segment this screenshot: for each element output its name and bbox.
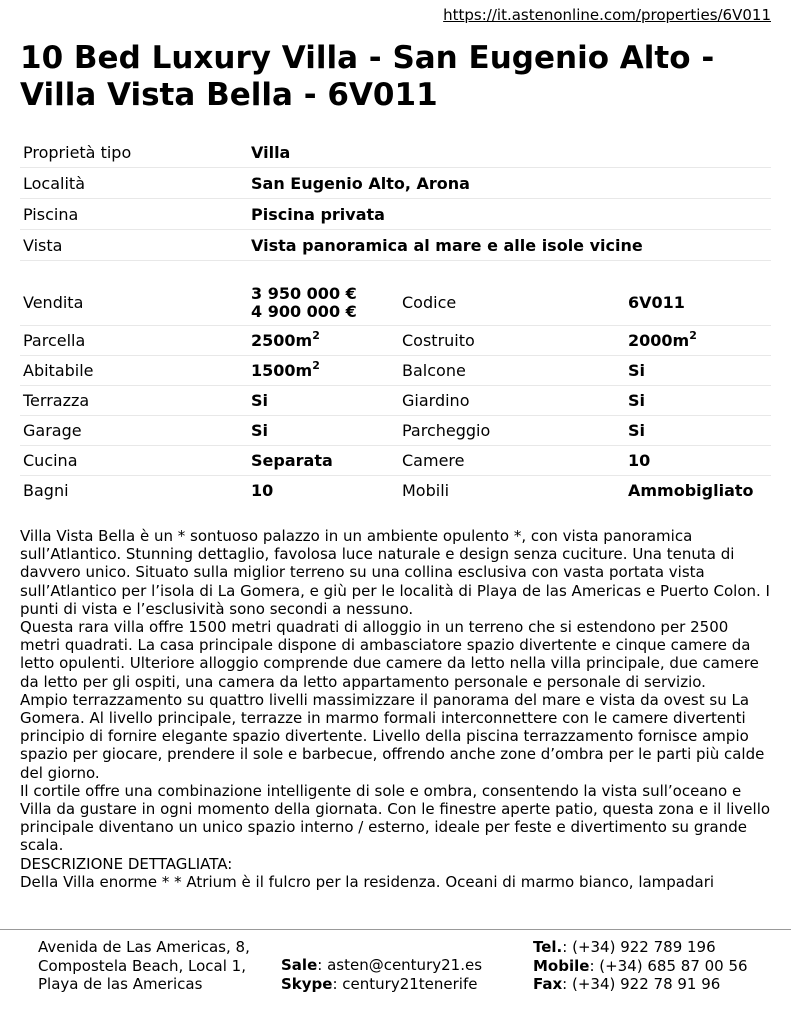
details-row [20,356,771,386]
description-paragraph: DESCRIZIONE DETTAGLIATA: [20,854,233,873]
description-paragraph: Villa Vista Bella è un * sontuoso palazzo in un ambiente opulento *, con vista panoramica sull’Atlantico. Stunning dettaglio, favolosa luce naturale e design senza cuciture. Una tenuta di davvero unico. Situato sulla miglior terreno su una collina esclusiva con vasta portata vista sull’Atlantico per l’isola di La Gomera, e giù per le località di Playa de las Americas e Puerto Colon. I punti di vista e l’esclusività sono secondi a nessuno. [20,527,770,618]
description-paragraph: Ampio terrazzamento su quattro livelli massimizzare il panorama del mare e vista da ovest su La Gomera. Al livello principale, terrazze in marmo formali interconnettere con le camere divertenti principio di fornire elegante spazio divertente. Livello della piscina terrazzamento fornisce ampio spazio per giocare, prendere il sole e barbecue, offrendo anche zone d’ombra per le parti più calde del giorno. [20,690,765,782]
page-url-link[interactable]: https://it.astenonline.com/properties/6V011 [443,6,771,24]
parcheggio-value: Si [625,416,771,446]
parcella-label: Parcella [20,326,248,356]
codice-label: Codice [399,280,625,326]
fax-value: : (+34) 922 78 91 96 [562,975,721,993]
balcone-label: Balcone [399,356,625,386]
skype-label: Skype [281,974,333,993]
description-paragraph: Questa rara villa offre 1500 metri quadrati di alloggio in un terreno che si estendono per 2500 metri quadrati. La casa principale dispone di ambasciatore spazio divertente e cinque camere da letto opulenti. Ulteriore alloggio comprende due camere da letto nella villa principale, due camere da letto per gli ospiti, una camera da letto appartamento personale e personale di servizio. [20,618,759,691]
sq-exponent: 2 [689,328,697,342]
details-row [20,386,771,416]
summary-value: San Eugenio Alto, Arona [248,168,771,199]
footer-address [38,938,250,994]
mobili-label: Mobili [402,481,450,500]
parcella-number: 2500m [251,331,313,350]
camere-value: 10 [625,446,771,476]
mobile-label: Mobile [533,956,590,975]
terrazza-label: Terrazza [20,386,248,416]
terrazza-value: Si [248,386,399,416]
abitabile-value [248,356,399,386]
garage-value: Si [248,416,399,446]
balcone-value: Si [625,356,771,386]
details-row [20,476,771,506]
description-paragraph: Il cortile offre una combinazione intelligente di sole e ombra, consentendo la vista sull’oceano e Villa da gustare in ogni momento della giornata. Con le finestre aperte patio, questa zona e il livello principale diventano un unico spazio interno / esterno, ideale per feste e divertimento su grande scala. [20,781,771,855]
description-paragraph: Della Villa enorme * * Atrium è il fulcro per la residenza. Oceani di marmo bianco, lampadari [20,872,715,891]
fax-contact[interactable] [533,975,748,994]
cucina-value: Separata [248,446,399,476]
vendita-label: Vendita [20,280,248,326]
garage-label: Garage [20,416,248,446]
skype-contact[interactable] [281,975,482,994]
details-row [20,280,771,326]
cucina-label: Cucina [20,446,248,476]
summary-key: Piscina [20,199,248,230]
details-table [20,280,771,505]
costruito-value [625,326,771,356]
giardino-value: Si [625,386,771,416]
giardino-label: Giardino [399,386,625,416]
address-line: Avenida de Las Americas, 8, [38,938,250,956]
sale-label: Sale [281,956,318,974]
summary-row [20,199,771,230]
fax-label: Fax [533,975,563,993]
sale-value: : asten@century21.es [317,956,483,974]
abitabile-label: Abitabile [20,356,248,386]
bagni-value: 10 [251,481,274,500]
footer-divider [0,929,791,930]
summary-value: Vista panoramica al mare e alle isole vicine [248,230,771,261]
mobile-value: : (+34) 685 87 00 56 [589,956,748,975]
details-row [20,416,771,446]
sq-exponent: 2 [312,358,320,372]
skype-value: : century21tenerife [332,974,478,993]
footer-phone-contacts [533,938,748,994]
parcella-value [248,326,399,356]
address-line: Compostela Beach, Local 1, [38,956,246,975]
price-2: 4 900 000 € [251,301,357,321]
summary-row [20,137,771,168]
tel-contact[interactable] [533,938,748,957]
abitabile-number: 1500m [251,361,313,380]
details-row [20,446,771,476]
price-1: 3 950 000 € [251,283,357,303]
codice-value: 6V011 [625,280,771,326]
camere-label: Camere [399,446,625,476]
bagni-label: Bagni [23,481,69,500]
address-line: Playa de las Americas [38,975,203,993]
summary-value: Villa [248,137,771,168]
details-row [20,326,771,356]
sq-exponent: 2 [312,328,320,342]
tel-label: Tel. [533,938,563,956]
summary-key: Vista [20,230,248,261]
summary-table [20,137,771,261]
summary-row [20,230,771,261]
costruito-number: 2000m [628,331,690,350]
summary-value: Piscina privata [248,199,771,230]
summary-row [20,168,771,199]
mobile-contact[interactable] [533,957,748,976]
sale-email[interactable] [281,956,482,975]
costruito-label: Costruito [399,326,625,356]
tel-value: : (+34) 922 789 196 [562,938,716,956]
page-title: 10 Bed Luxury Villa - San Eugenio Alto - Villa Vista Bella - 6V011 [20,40,715,113]
summary-key: Località [20,168,248,199]
description [20,527,772,921]
mobili-value: Ammobigliato [628,481,754,500]
vendita-value [248,280,399,326]
footer-online-contacts [281,956,482,993]
summary-key: Proprietà tipo [20,137,248,168]
parcheggio-label: Parcheggio [399,416,625,446]
